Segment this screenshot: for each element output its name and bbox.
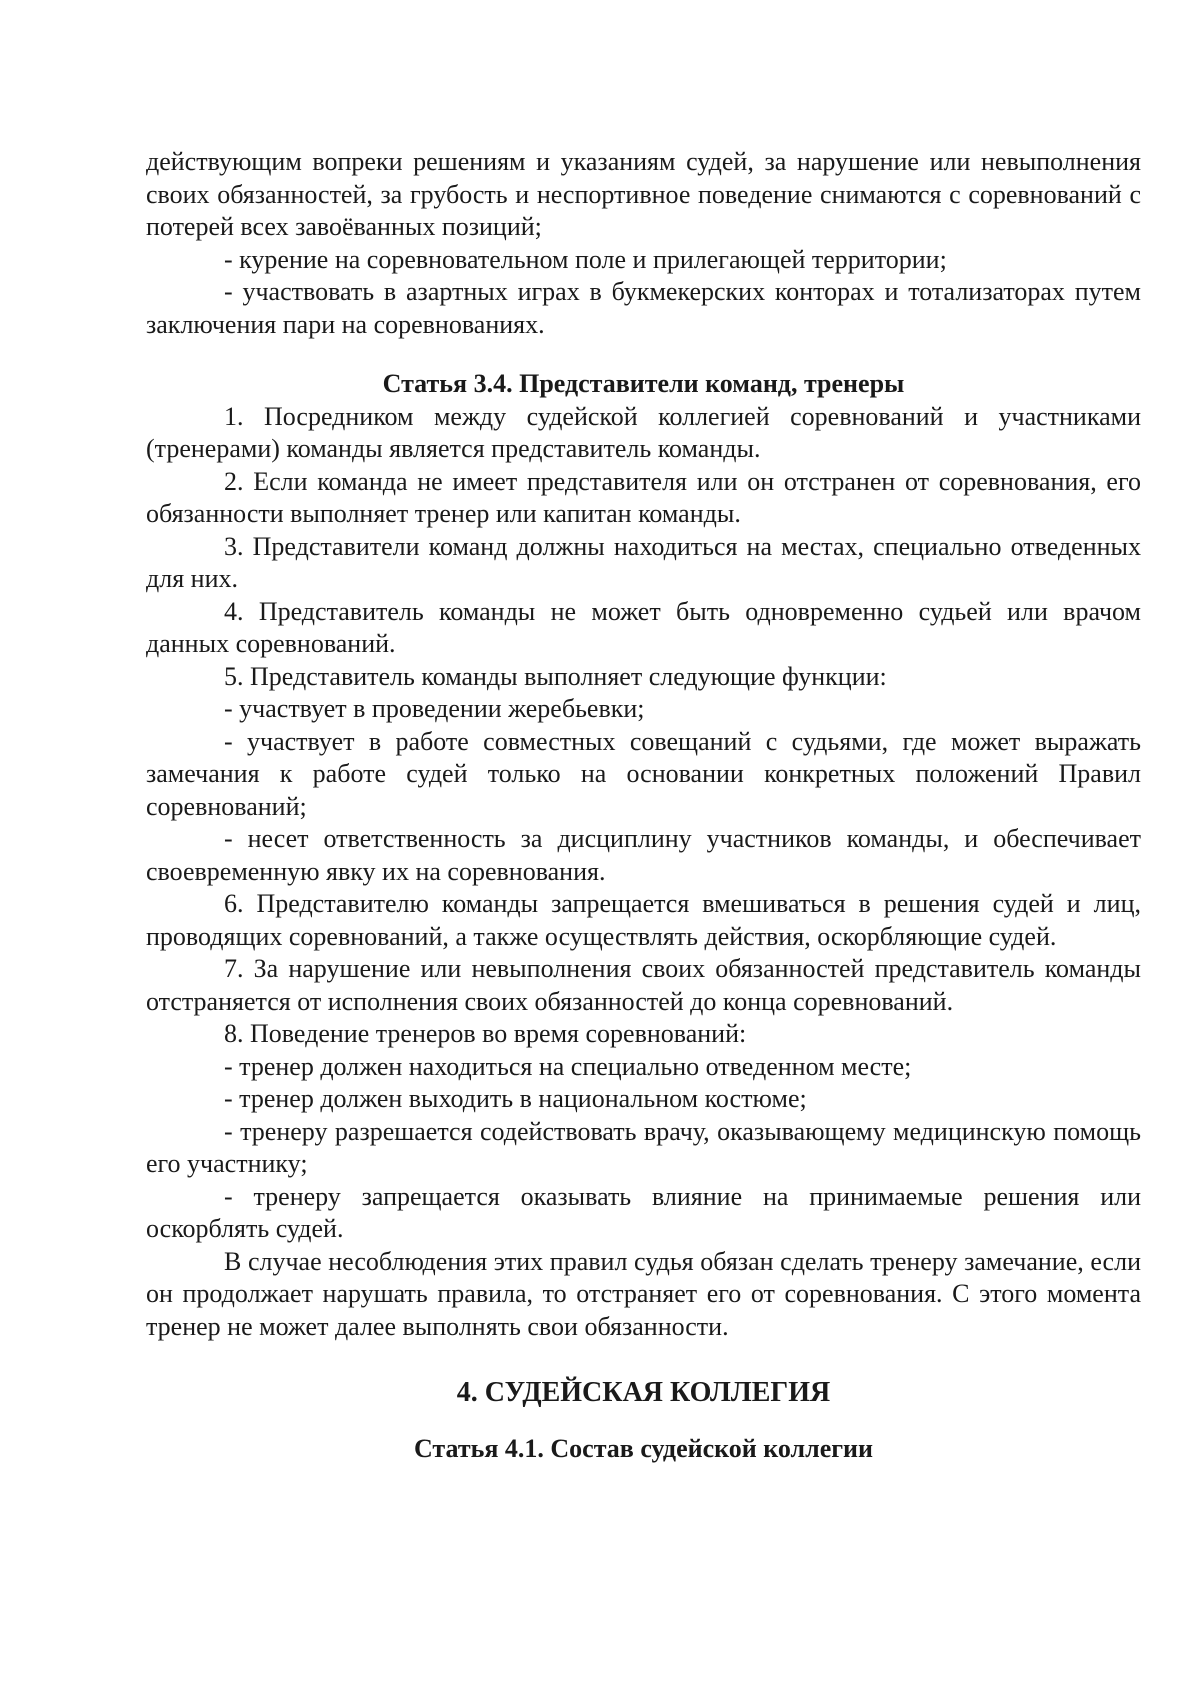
article-4-1-heading: Статья 4.1. Состав судейской коллегии [413,1434,874,1463]
article-paragraph: 3. Представители команд должны находиться на местах, специально отведенных для них. [146,531,1141,593]
article-list-item: - тренеру разрешается содействовать врачу, оказывающему медицинскую помощь его участнику; [146,1116,1141,1178]
intro-paragraph: действующим вопреки решениям и указаниям судей, за нарушение или невыполнения своих обязанностей, за грубость и неспортивное поведение снимаются с соревнований с потерей всех завоёванных позиций; [146,147,1141,241]
article-3-4-heading: Статья 3.4. Представители команд, тренеры [382,369,905,398]
article-paragraph: 2. Если команда не имеет представителя или он отстранен от соревнования, его обязанности выполняет тренер или капитан команды. [146,466,1141,528]
article-paragraph: 8. Поведение тренеров во время соревнований: [224,1019,747,1048]
intro-list-item: - курение на соревновательном поле и прилегающей территории; [224,244,947,274]
article-paragraph: 6. Представителю команды запрещается вмешиваться в решения судей и лиц, проводящих соревнований, а также осуществлять действия, оскорбляющие судей. [146,889,1141,951]
section-4-heading: 4. СУДЕЙСКАЯ КОЛЛЕГИЯ [456,1377,831,1408]
article-list-item: - тренеру запрещается оказывать влияние на принимаемые решения или оскорблять судей. [146,1181,1141,1243]
article-list-item: - тренер должен находиться на специально отведенном месте; [224,1051,912,1081]
article-paragraph: 5. Представитель команды выполняет следующие функции: [224,661,887,691]
article-paragraph: 1. Посредником между судейской коллегией соревнований и участниками (тренерами) команды является представитель команды. [146,401,1141,463]
document-body [146,146,1141,1466]
intro-list-item: - участвовать в азартных играх в букмекерских конторах и тотализаторах путем заключения пари на соревнованиях. [146,277,1141,339]
article-paragraph: 7. За нарушение или невыполнения своих обязанностей представитель команды отстраняется от исполнения своих обязанностей до конца соревнований. [146,954,1141,1016]
article-paragraph: В случае несоблюдения этих правил судья обязан сделать тренеру замечание, если он продолжает нарушать правила, то отстраняет его от соревнования. С этого момента тренер не может далее выполнять свои обязанности. [146,1246,1141,1341]
article-paragraph: 4. Представитель команды не может быть одновременно судьей или врачом данных соревнований. [146,596,1141,658]
article-list-item: - участвует в работе совместных совещаний с судьями, где может выражать замечания к работе судей только на основании конкретных положений Правил соревнований; [146,726,1141,821]
article-list-item: - тренер должен выходить в национальном костюме; [224,1084,807,1113]
article-list-item: - участвует в проведении жеребьевки; [224,694,645,723]
article-list-item: - несет ответственность за дисциплину участников команды, и обеспечивает своевременную явку их на соревнования. [146,824,1141,886]
